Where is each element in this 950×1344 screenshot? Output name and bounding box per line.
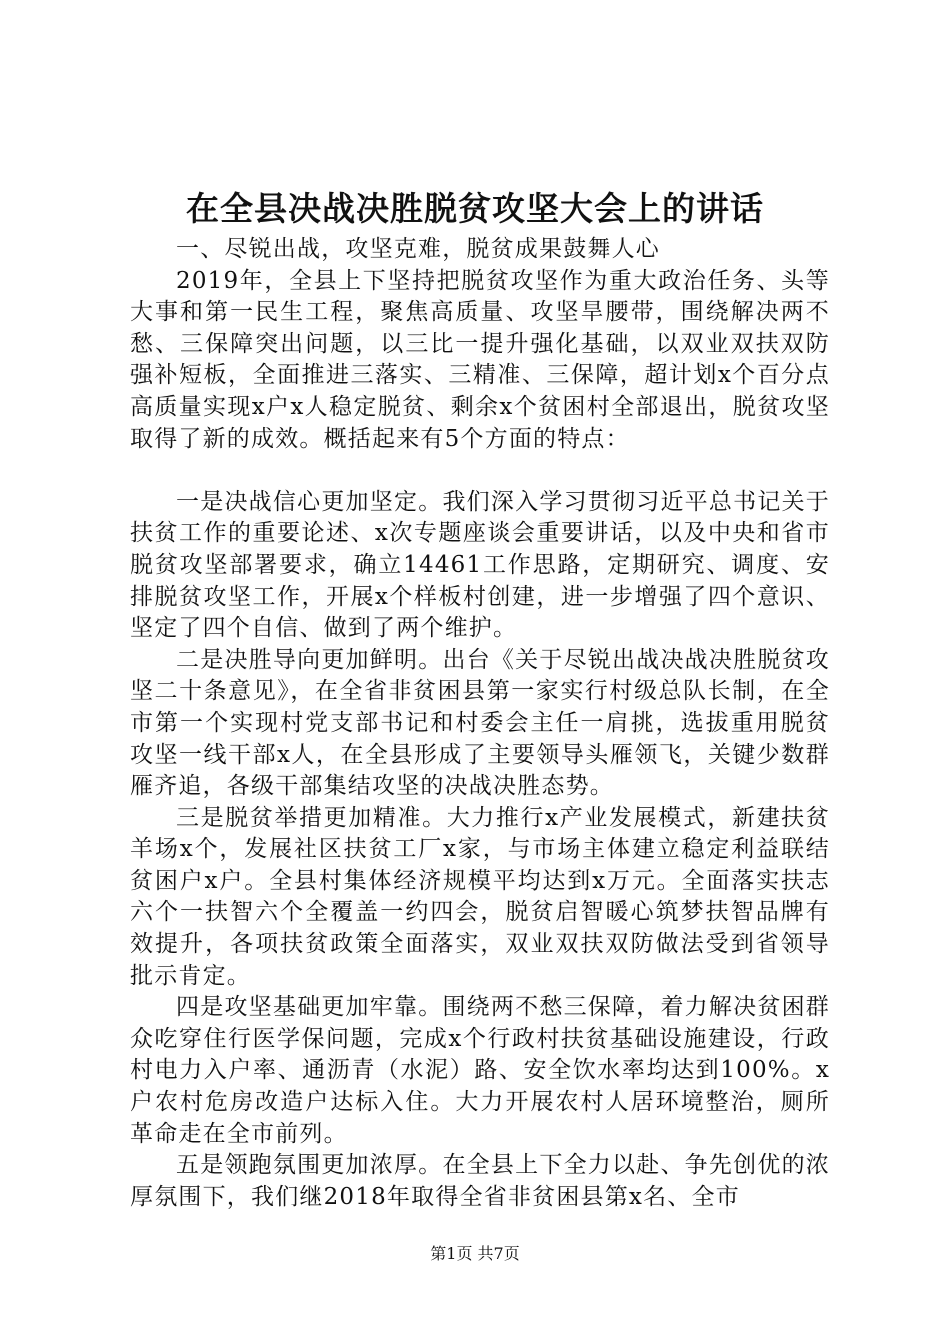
section-heading: 一、尽锐出战，攻坚克难，脱贫成果鼓舞人心	[176, 236, 660, 262]
document-body	[130, 234, 830, 1213]
paragraph-point-4: 四是攻坚基础更加牢靠。围绕两不愁三保障，着力解决贫困群众吃穿住行医学保问题，完成x个行政村扶贫基础设施建设，行政村电力入户率、通沥青（水泥）路、安全饮水率均达到100%。x户农村危房改造户达标入住。大力开展农村人居环境整治，厕所革命走在全市前列。	[130, 994, 830, 1147]
paragraph-point-2: 二是决胜导向更加鲜明。出台《关于尽锐出战决战决胜脱贫攻坚二十条意见》，在全省非贫困县第一家实行村级总队长制，在全市第一个实现村党支部书记和村委会主任一肩挑，选拔重用脱贫攻坚一线干部x人，在全县形成了主要领导头雁领飞，关键少数群雁齐追，各级干部集结攻坚的决战决胜态势。	[130, 646, 830, 800]
paragraph-intro: 2019年，全县上下坚持把脱贫攻坚作为重大政治任务、头等大事和第一民生工程，聚焦高质量、攻坚旱腰带，围绕解决两不愁、三保障突出问题，以三比一提升强化基础，以双业双扶双防强补短板，全面推进三落实、三精准、三保障，超计划x个百分点高质量实现x户x人稳定脱贫、剩余x个贫困村全部退出，脱贫攻坚取得了新的成效。概括起来有5个方面的特点：	[130, 267, 830, 452]
paragraph-point-5: 五是领跑氛围更加浓厚。在全县上下全力以赴、争先创优的浓厚氛围下，我们继2018年取得全省非贫困县第x名、全市	[130, 1152, 830, 1210]
document-title: 在全县决战决胜脱贫攻坚大会上的讲话	[186, 189, 764, 228]
paragraph-point-1: 一是决战信心更加坚定。我们深入学习贯彻习近平总书记关于扶贫工作的重要论述、x次专题座谈会重要讲话，以及中央和省市脱贫攻坚部署要求，确立14461工作思路，定期研究、调度、安排脱贫攻坚工作，开展x个样板村创建，进一步增强了四个意识、坚定了四个自信、做到了两个维护。	[130, 488, 830, 642]
page-number-footer: 第1页 共7页	[430, 1244, 520, 1263]
paragraph-point-3: 三是脱贫举措更加精准。大力推行x产业发展模式，新建扶贫羊场x个，发展社区扶贫工厂x家，与市场主体建立稳定利益联结贫困户x户。全县村集体经济规模平均达到x万元。全面落实扶志六个一扶智六个全覆盖一约四会，脱贫启智暖心筑梦扶智品牌有效提升，各项扶贫政策全面落实，双业双扶双防做法受到省领导批示肯定。	[130, 804, 830, 989]
